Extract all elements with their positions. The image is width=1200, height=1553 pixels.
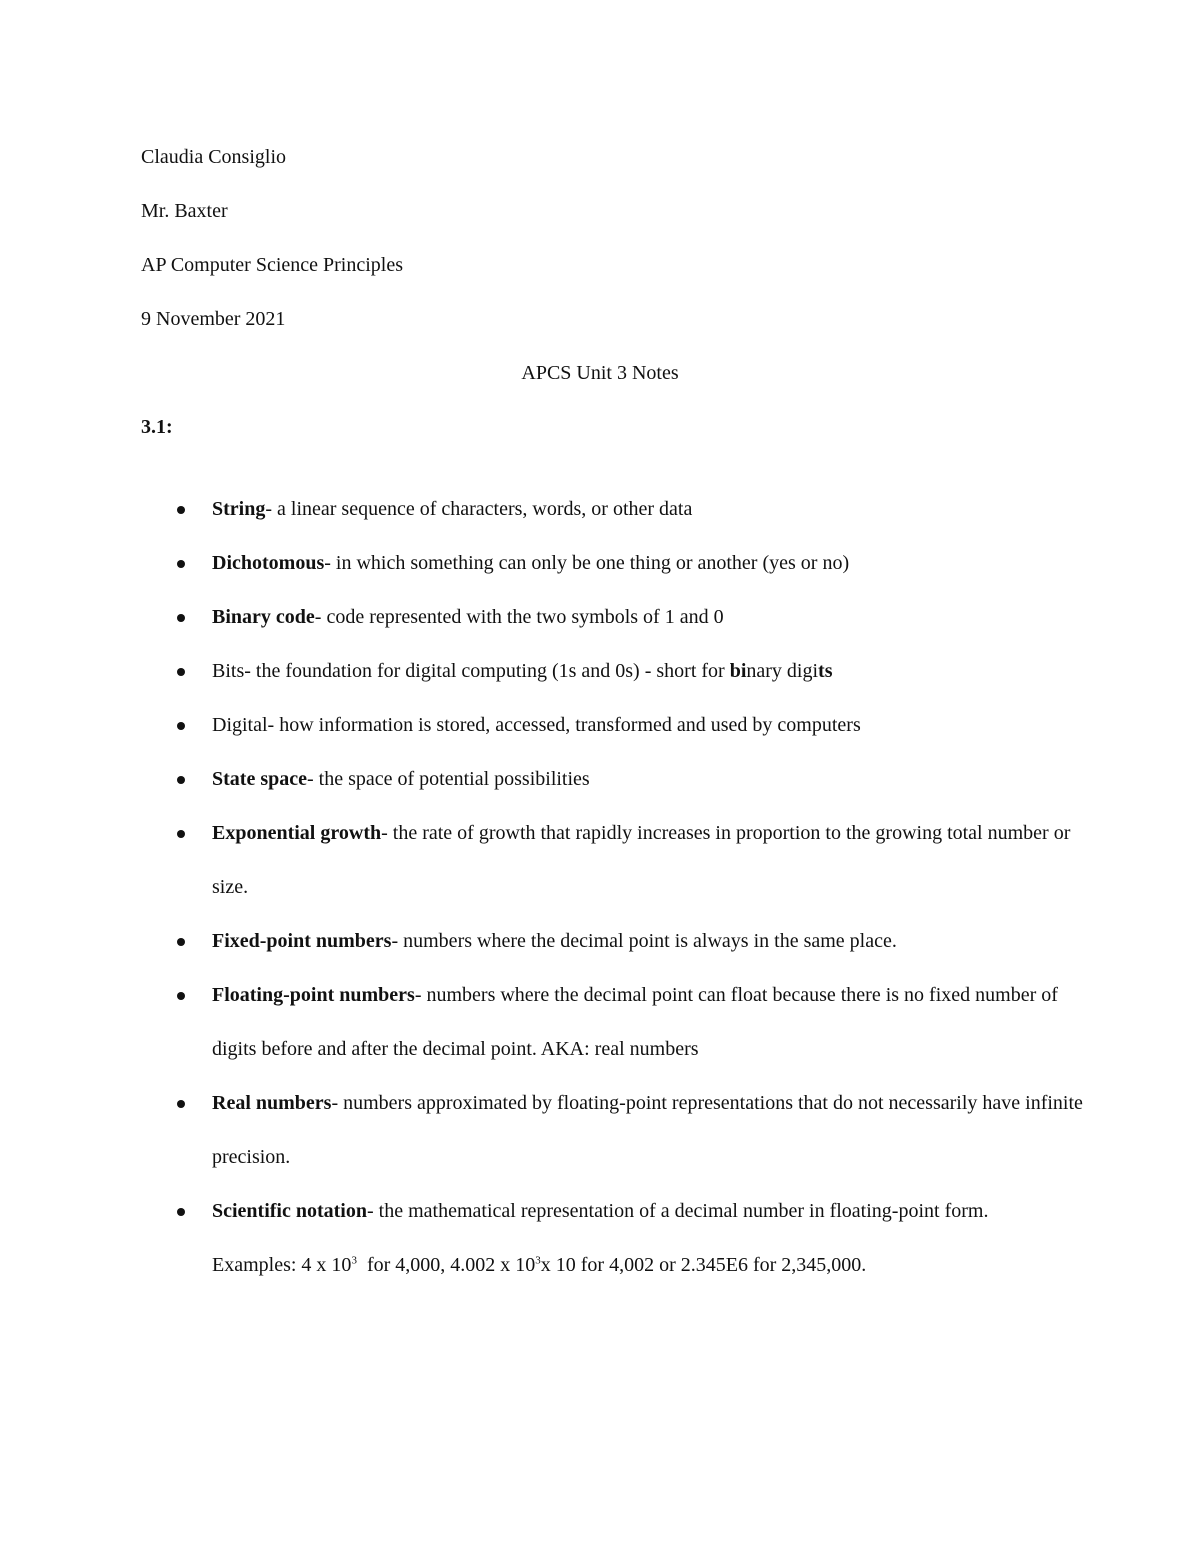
list-item-text: [212, 1076, 1102, 1184]
term: Binary code: [212, 606, 315, 628]
bullet-icon: [177, 938, 185, 946]
bullet-icon: [177, 1100, 185, 1108]
bullet-icon: [177, 830, 185, 838]
definition: - code represented with the two symbols of 1 and 0: [314, 606, 724, 628]
term: Scientific notation: [212, 1200, 367, 1222]
bullet-icon: [177, 776, 185, 784]
definition-part: for 4,000, 4.002 x 10: [356, 1254, 536, 1276]
superscript: 3: [535, 1254, 541, 1267]
bullet-icon: [177, 668, 185, 676]
definition: - in which something can only be one thing or another (yes or no): [324, 552, 850, 574]
document-date: 9 November 2021: [141, 308, 286, 330]
definition-part: nary digi: [746, 660, 819, 682]
definition: - numbers where the decimal point is always in the same place.: [391, 930, 897, 952]
list-item-text: [212, 644, 1102, 698]
list-item-text: [212, 806, 1102, 914]
list-item-text: [212, 698, 1102, 752]
bullet-icon: [177, 722, 185, 730]
definition: Bits- the foundation for digital computing (1s and 0s) - short for: [212, 660, 730, 682]
definition: Digital- how information is stored, accessed, transformed and used by computers: [212, 714, 861, 736]
definition: - a linear sequence of characters, words, or other data: [265, 498, 693, 520]
definition-part: x 10 for 4,002 or 2.345E6 for 2,345,000.: [540, 1254, 867, 1276]
list-item-text: [212, 536, 1102, 590]
term: Fixed-point numbers: [212, 930, 392, 952]
emphasis: bi: [729, 660, 747, 682]
superscript: 3: [351, 1254, 357, 1267]
definition: - the mathematical representation of a decimal number in floating-point form. Examples: 4 x 10: [212, 1200, 989, 1276]
list-item-text: [212, 1184, 1042, 1292]
document-title: APCS Unit 3 Notes: [521, 362, 679, 384]
definition: - the space of potential possibilities: [306, 768, 590, 790]
bullet-icon: [177, 506, 185, 514]
student-name: Claudia Consiglio: [141, 146, 286, 168]
section-heading: 3.1:: [141, 416, 173, 438]
list-item-text: [212, 752, 1102, 806]
definition: - the rate of growth that rapidly increases in proportion to the growing total number or size.: [212, 822, 1071, 898]
term: Real numbers: [212, 1092, 332, 1114]
term: State space: [212, 768, 307, 790]
list-item-text: [212, 914, 1102, 968]
term: Dichotomous: [212, 552, 325, 574]
list-item-text: [212, 590, 1102, 644]
term: Exponential growth: [212, 822, 382, 844]
list-item-text: [212, 482, 1102, 536]
bullet-icon: [177, 1208, 185, 1216]
definition: - numbers where the decimal point can float because there is no fixed number of digits before and after the decimal point. AKA: real numbers: [212, 984, 1058, 1060]
term: String: [212, 498, 266, 520]
definition: - numbers approximated by floating-point representations that do not necessarily have infinite precision.: [212, 1092, 1083, 1168]
teacher-name: Mr. Baxter: [141, 200, 228, 222]
term: Floating-point numbers: [212, 984, 415, 1006]
course-name: AP Computer Science Principles: [141, 254, 403, 276]
list-item-text: [212, 968, 1102, 1076]
bullet-icon: [177, 560, 185, 568]
bullet-icon: [177, 614, 185, 622]
bullet-icon: [177, 992, 185, 1000]
emphasis: ts: [818, 660, 833, 682]
